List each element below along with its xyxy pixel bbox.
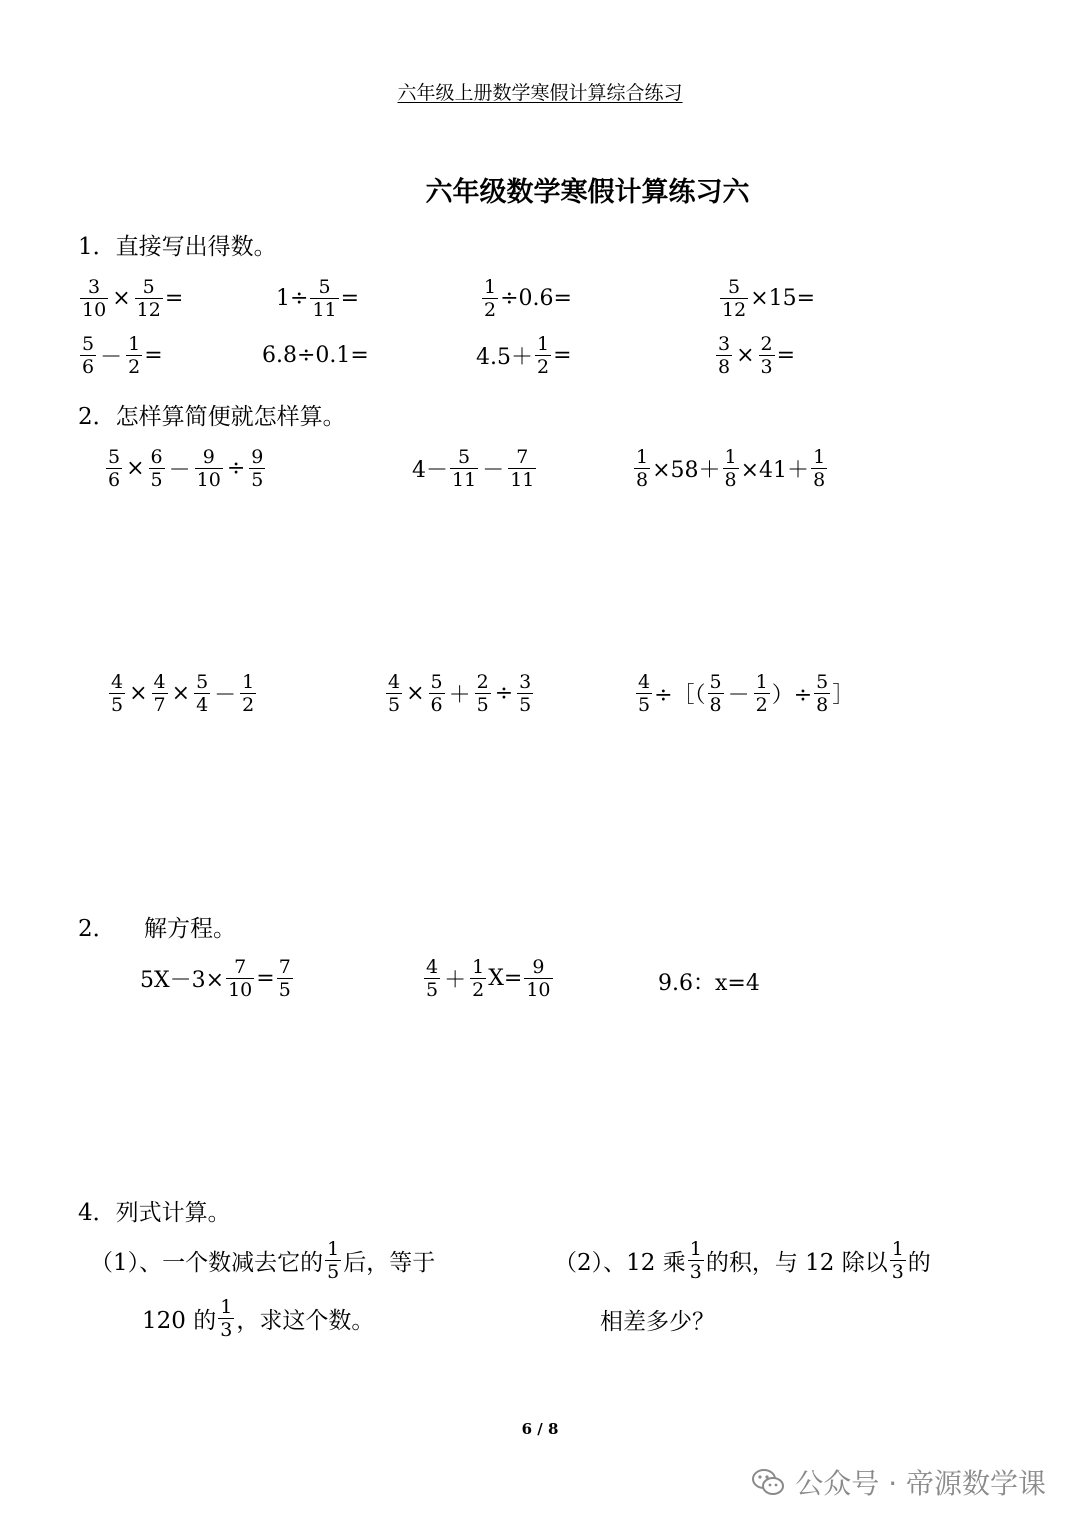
equation-3: 9.6：x=4	[658, 971, 760, 996]
page-number: 6 / 8	[521, 1420, 559, 1438]
section-1-heading: 1．直接写出得数。	[78, 234, 277, 260]
watermark-text: 公众号 · 帝源数学课	[795, 1467, 1046, 1500]
problem-1-8: $\frac{3}{8}$ × $\frac{2}{3}$ =	[718, 333, 796, 378]
problem-1-5: $\frac{5}{6}$ － $\frac{1}{2}$ =	[82, 333, 163, 378]
word-problem-2-line-1: （2）、12 乘 $\frac{1}{3}$ 的积，与 12 除以 $\frac{1}{3}$ 的	[554, 1238, 931, 1283]
word-problem-1-line-2: 120 的 $\frac{1}{3}$ ，求这个数。	[142, 1296, 375, 1341]
wechat-icon	[751, 1467, 785, 1497]
section-3-heading: 解方程。	[144, 916, 236, 942]
page-header: 六年级上册数学寒假计算综合练习	[397, 82, 683, 104]
problem-1-7: 4.5＋ $\frac{1}{2}$ =	[476, 333, 572, 378]
problem-1-4: $\frac{5}{12}$ ×15=	[722, 276, 816, 321]
problem-2-1: $\frac{5}{6}$ × $\frac{6}{5}$ － $\frac{9}{10}$ ÷ $\frac{9}{5}$	[108, 446, 264, 491]
problem-1-2: 1÷ $\frac{5}{11}$ =	[276, 276, 360, 321]
problem-1-6: 6.8÷0.1=	[262, 343, 369, 368]
page-title: 六年级数学寒假计算练习六	[425, 177, 750, 208]
problem-2-6: $\frac{4}{5}$ ÷［（ $\frac{5}{8}$ － $\frac{1}{2}$ ）÷ $\frac{5}{8}$ ］	[638, 671, 855, 716]
watermark	[751, 1462, 1046, 1502]
problem-1-3: $\frac{1}{2}$ ÷0.6=	[484, 276, 572, 321]
word-problem-1-line-1: （1）、一个数减去它的 $\frac{1}{5}$ 后，等于	[90, 1238, 436, 1283]
section-3-number: 2．	[78, 916, 116, 942]
problem-2-4: $\frac{4}{5}$ × $\frac{4}{7}$ × $\frac{5}{4}$ － $\frac{1}{2}$	[111, 671, 255, 716]
section-4-heading: 4．列式计算。	[78, 1200, 231, 1226]
word-problem-2-line-2: 相差多少？	[600, 1309, 715, 1335]
problem-1-1: $\frac{3}{10}$ × $\frac{5}{12}$ =	[82, 276, 184, 321]
problem-2-3: $\frac{1}{8}$ ×58＋ $\frac{1}{8}$ ×41＋ $\frac{1}{8}$	[636, 446, 826, 491]
equation-1: 5X－3× $\frac{7}{10}$ = $\frac{7}{5}$	[140, 956, 291, 1001]
problem-2-5: $\frac{4}{5}$ × $\frac{5}{6}$ ＋ $\frac{2}{5}$ ÷ $\frac{3}{5}$	[388, 671, 532, 716]
equation-2: $\frac{4}{5}$ ＋ $\frac{1}{2}$ X= $\frac{9}{10}$	[426, 956, 551, 1001]
problem-2-2: 4－ $\frac{5}{11}$ － $\frac{7}{11}$	[412, 446, 535, 491]
section-2-heading: 2．怎样算简便就怎样算。	[78, 404, 346, 430]
